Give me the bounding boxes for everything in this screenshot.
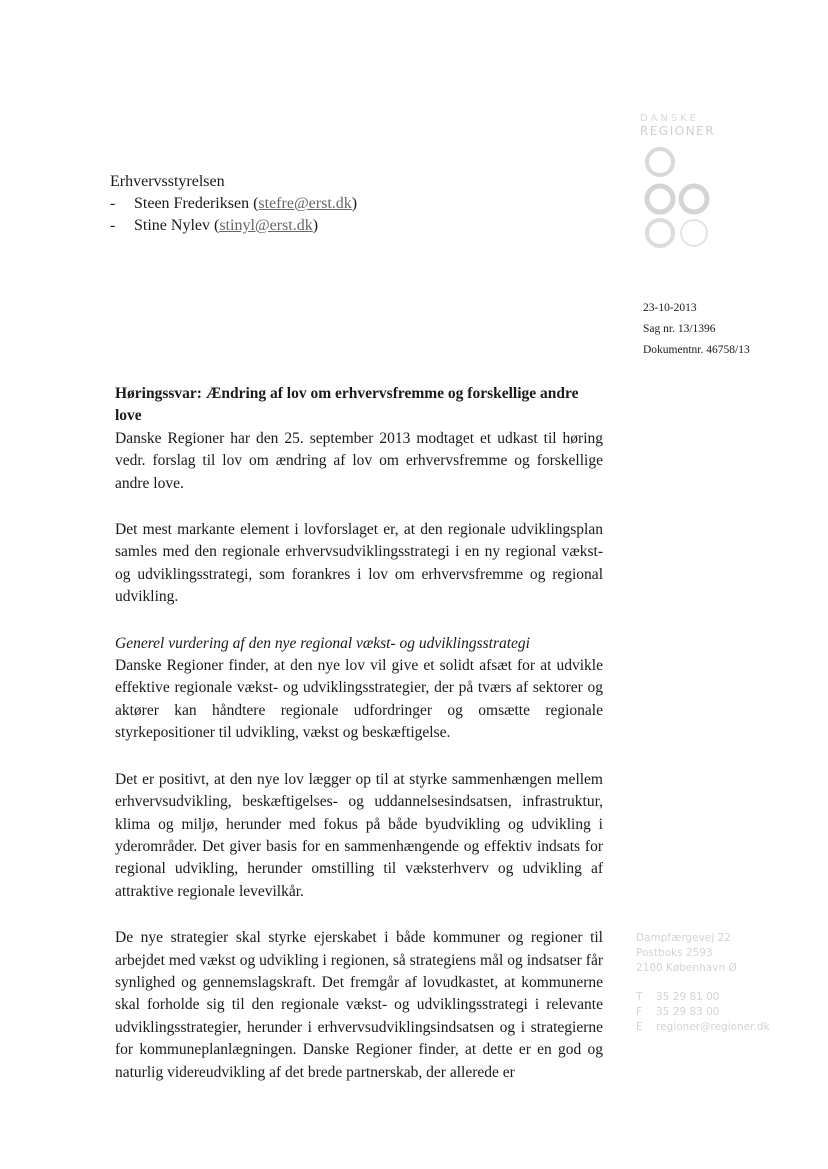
- address-email-row: [636, 1020, 770, 1035]
- address-street: Dampfærgevej 22: [636, 932, 731, 944]
- recipients-block: [110, 171, 357, 237]
- letter-heading: Høringssvar: Ændring af lov om erhvervsfremme og forskellige andre love: [115, 385, 579, 425]
- logo-circles-icon: [640, 146, 720, 266]
- paragraph-4: Det er positivt, at den nye lov lægger op til at styrke sammenhængen mellem erhvervsudvikling, beskæftigelses- og uddannelsesindsatsen, infrastruktur, klima og miljø, herunder med fokus på både byudvikling og udvikling i yderområder. Det giver basis for en sammenhængende og effektiv indsats for regional udvikling, herunder omstilling til væksterhverv og udvikling af attraktive regionale levevilkår.: [115, 770, 603, 900]
- phone-label: T: [636, 991, 643, 1003]
- danske-regioner-logo: [640, 112, 720, 138]
- list-dash: -: [110, 195, 116, 212]
- recipient-email-link[interactable]: stefre@erst.dk: [258, 195, 352, 212]
- address-city: 2100 København Ø: [636, 962, 737, 974]
- paragraph-2: Det mest markante element i lovforslaget er, at den regionale udviklingsplan samles med den regionale erhvervsudviklingsstrategi i en ny regional vækst- og udviklingsstrategi, som forankres i lov om erhvervsfremme og regional udvikling.: [115, 521, 603, 606]
- fax-label: F: [636, 1006, 643, 1018]
- letter-date: 23-10-2013: [643, 302, 697, 314]
- list-dash: -: [110, 217, 116, 234]
- sender-email[interactable]: regioner@regioner.dk: [656, 1021, 770, 1033]
- address-fax-row: [636, 1005, 770, 1020]
- fax-number: 35 29 83 00: [656, 1006, 720, 1018]
- paragraph-1: Danske Regioner har den 25. september 2013 modtaget et udkast til høring vedr. forslag til lov om ændring af lov om erhvervsfremme og forskellige andre love.: [115, 429, 603, 492]
- document-number: Dokumentnr. 46758/13: [643, 344, 750, 356]
- phone-number: 35 29 81 00: [656, 991, 720, 1003]
- logo-line2: REGIONER: [640, 124, 716, 138]
- address-box: Postboks 2593: [636, 947, 713, 959]
- paragraph-5: De nye strategier skal styrke ejerskabet i både kommuner og regioner til arbejdet med vækst og udvikling i regionen, så strategiens mål og indsatser får synlighed og gennemslagskraft. Det fremgår af lovudkastet, at kommunerne skal forholde sig til den regionale vækst- og udviklingsstrategi i relevante udviklingsstrategier, herunder i erhvervsudviklingsindsatsen og i strategierne for kommuneplanlægningen. Danske Regioner finder, at dette er en god og naturlig videreudvikling af det brede partnerskab, der allerede er: [115, 929, 603, 1081]
- section-subheading: Generel vurdering af den nye regional vækst- og udviklingsstrategi: [115, 634, 530, 652]
- document-meta: [643, 298, 750, 361]
- recipient-org: Erhvervsstyrelsen: [110, 173, 225, 190]
- paragraph-3: Danske Regioner finder, at den nye lov vil give et solidt afsæt for at udvikle effektive regionale vækst- og udviklingsstrategier, der på tværs af sektorer og aktører kan håndtere regionale udfordringer og omsætte regionale styrkepositioner til udvikling, vækst og beskæftigelse.: [115, 657, 603, 742]
- recipient-row: - Stine Nylev ( stinyl@erst.dk ): [110, 215, 357, 237]
- letter-body: [115, 383, 603, 1084]
- address-phone-row: [636, 990, 770, 1005]
- sender-address: [636, 931, 770, 1035]
- recipient-row: - Steen Frederiksen ( stefre@erst.dk ): [110, 193, 357, 215]
- logo-line1: DANSKE: [640, 113, 700, 124]
- recipient-name: Steen Frederiksen: [134, 195, 250, 212]
- email-label: E: [636, 1021, 643, 1033]
- recipient-name: Stine Nylev: [134, 217, 210, 234]
- case-number: Sag nr. 13/1396: [643, 323, 716, 335]
- recipient-email-link[interactable]: stinyl@erst.dk: [219, 217, 313, 234]
